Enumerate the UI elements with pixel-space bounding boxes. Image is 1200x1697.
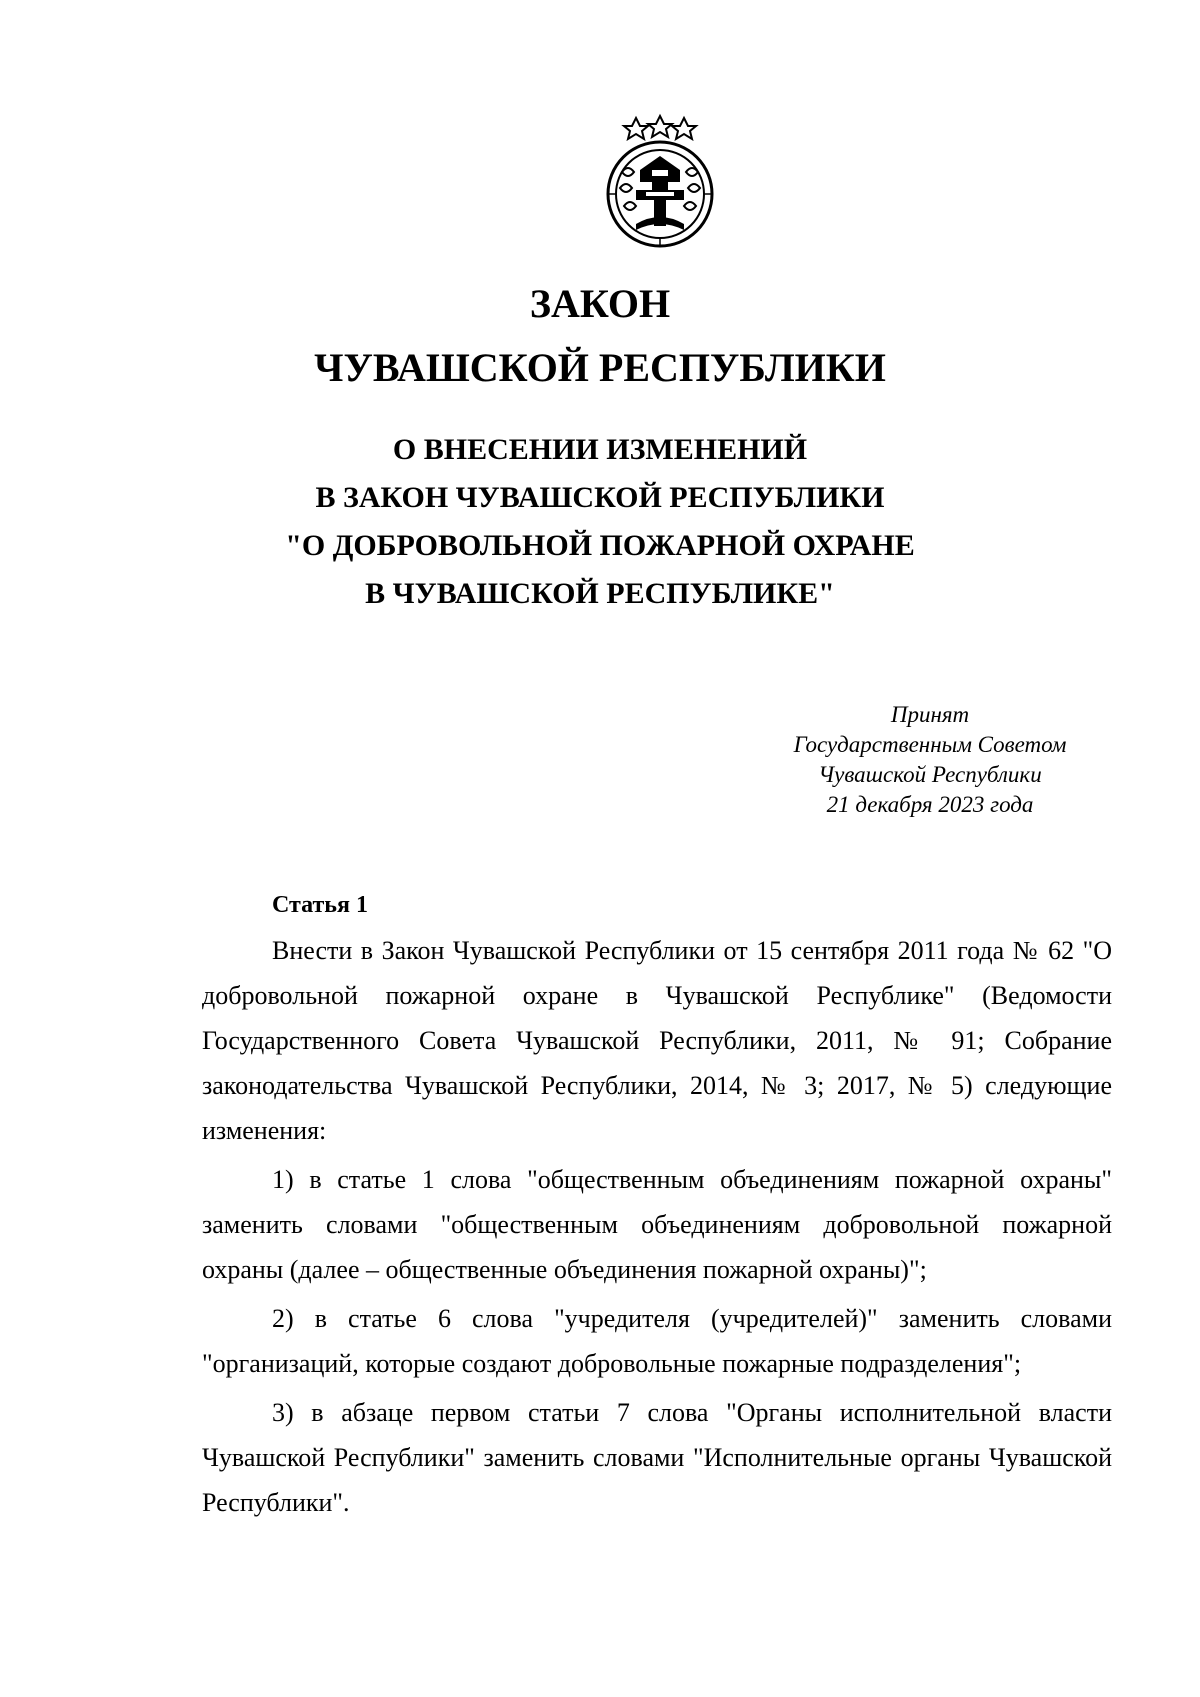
law-type-line-2: ЧУВАШСКОЙ РЕСПУБЛИКИ: [314, 345, 886, 390]
article-body: [202, 928, 1112, 1529]
article-item-2: 2) в статье 6 слова "учредителя (учредителей)" заменить словами "организаций, которые создают добровольные пожарные подразделения";: [202, 1304, 1112, 1378]
adoption-line-1: Принят: [890, 702, 970, 727]
chuvash-republic-emblem-icon: [596, 112, 724, 250]
adoption-line-2: Государственным Советом: [793, 732, 1067, 757]
law-subject-line-3: "О ДОБРОВОЛЬНОЙ ПОЖАРНОЙ ОХРАНЕ: [285, 529, 915, 562]
law-type-line-1: ЗАКОН: [529, 281, 671, 326]
adoption-note: [790, 700, 1070, 820]
law-type-title: [0, 272, 1200, 400]
article-item-3: 3) в абзаце первом статьи 7 слова "Органы исполнительной власти Чувашской Республики" заменить словами "Исполнительные органы Чувашской Республики".: [202, 1398, 1112, 1517]
law-subject-line-2: В ЗАКОН ЧУВАШСКОЙ РЕСПУБЛИКИ: [315, 481, 885, 514]
law-subject-line-1: О ВНЕСЕНИИ ИЗМЕНЕНИЙ: [392, 433, 808, 466]
article-intro-paragraph: Внести в Закон Чувашской Республики от 15 сентября 2011 года № 62 "О добровольной пожарной охране в Чувашской Республике" (Ведомости Государственного Совета Чувашской Республики, 2011, № 91; Собрание законодательства Чувашской Республики, 2014, № 3; 2017, № 5) следующие изменения:: [202, 936, 1112, 1145]
adoption-line-3: Чувашской Республики: [818, 762, 1042, 787]
adoption-date: 21 декабря 2023 года: [826, 792, 1034, 817]
law-subject-title: [0, 426, 1200, 618]
law-subject-line-4: В ЧУВАШСКОЙ РЕСПУБЛИКЕ": [365, 577, 835, 610]
article-item-1: 1) в статье 1 слова "общественным объединениям пожарной охраны" заменить словами "общественным объединениям добровольной пожарной охраны (далее – общественные объединения пожарной охраны)";: [202, 1165, 1112, 1284]
article-heading: Статья 1: [272, 892, 368, 918]
